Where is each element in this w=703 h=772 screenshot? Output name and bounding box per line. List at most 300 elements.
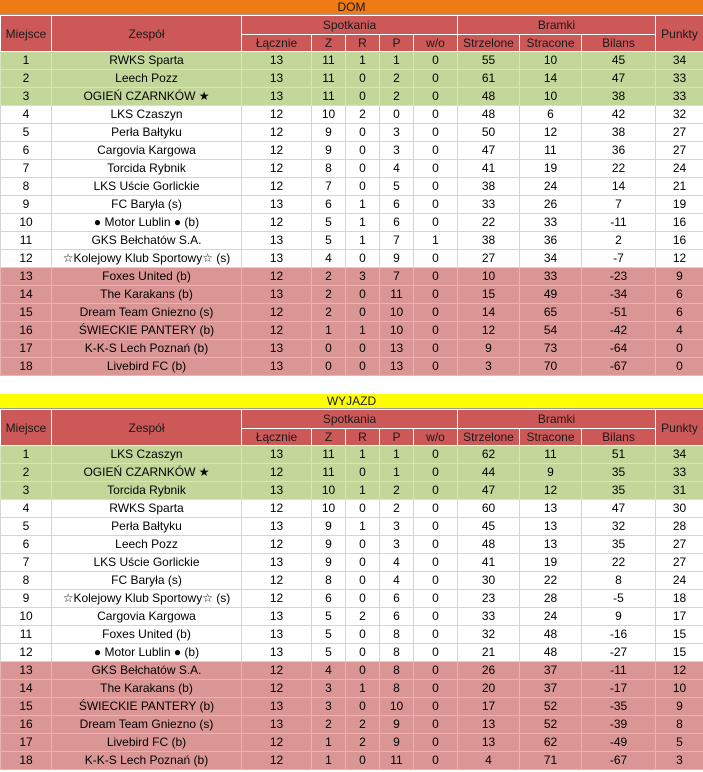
cell-goal-diff: -5	[582, 590, 656, 608]
cell-wins: 3	[312, 698, 346, 716]
table-row[interactable]	[1, 464, 703, 482]
cell-walkovers: 0	[414, 464, 458, 482]
cell-losses: 10	[380, 304, 414, 322]
cell-goals-for: 15	[458, 286, 520, 304]
cell-goal-diff: 35	[582, 536, 656, 554]
cell-goals-against: 24	[520, 178, 582, 196]
cell-points: 15	[656, 644, 703, 662]
table-row[interactable]	[1, 196, 703, 214]
cell-goal-diff: -49	[582, 734, 656, 752]
cell-goals-for: 22	[458, 214, 520, 232]
cell-goals-against: 49	[520, 286, 582, 304]
cell-goals-for: 33	[458, 196, 520, 214]
cell-points: 34	[656, 446, 703, 464]
cell-position: 5	[1, 518, 52, 536]
cell-wins: 9	[312, 536, 346, 554]
cell-wins: 0	[312, 358, 346, 376]
cell-points: 6	[656, 286, 703, 304]
home-standings-section	[0, 0, 703, 376]
col-header-position[interactable]: Miejsce	[1, 410, 52, 446]
cell-goals-against: 11	[520, 446, 582, 464]
cell-losses: 4	[380, 572, 414, 590]
away-standings-body	[1, 446, 703, 770]
table-row[interactable]	[1, 662, 703, 680]
cell-position: 16	[1, 716, 52, 734]
cell-walkovers: 0	[414, 340, 458, 358]
table-row[interactable]	[1, 124, 703, 142]
col-header-team[interactable]: Zespół	[52, 16, 242, 52]
cell-team: Cargovia Kargowa	[52, 142, 242, 160]
cell-walkovers: 0	[414, 124, 458, 142]
cell-walkovers: 0	[414, 734, 458, 752]
cell-draws: 1	[346, 322, 380, 340]
cell-wins: 11	[312, 70, 346, 88]
cell-losses: 13	[380, 340, 414, 358]
cell-goal-diff: 38	[582, 124, 656, 142]
cell-goals-against: 9	[520, 464, 582, 482]
table-row[interactable]	[1, 304, 703, 322]
cell-draws: 0	[346, 536, 380, 554]
cell-goals-for: 47	[458, 142, 520, 160]
cell-played: 12	[242, 680, 312, 698]
cell-goals-for: 62	[458, 446, 520, 464]
col-header-wins[interactable]: Z	[312, 35, 346, 52]
cell-walkovers: 0	[414, 304, 458, 322]
cell-points: 16	[656, 232, 703, 250]
cell-goal-diff: -7	[582, 250, 656, 268]
cell-goals-against: 13	[520, 536, 582, 554]
cell-wins: 10	[312, 106, 346, 124]
cell-losses: 9	[380, 250, 414, 268]
cell-walkovers: 0	[414, 178, 458, 196]
cell-goals-for: 61	[458, 70, 520, 88]
cell-goals-against: 24	[520, 608, 582, 626]
cell-goal-diff: -17	[582, 680, 656, 698]
cell-goals-for: 32	[458, 626, 520, 644]
col-header-goals-for[interactable]: Strzelone	[458, 35, 520, 52]
table-row[interactable]	[1, 482, 703, 500]
table-row[interactable]	[1, 698, 703, 716]
cell-losses: 6	[380, 196, 414, 214]
table-row[interactable]	[1, 518, 703, 536]
col-header-points[interactable]: Punkty	[656, 410, 703, 446]
cell-team: RWKS Sparta	[52, 500, 242, 518]
cell-position: 6	[1, 142, 52, 160]
cell-points: 33	[656, 464, 703, 482]
cell-draws: 2	[346, 106, 380, 124]
cell-goal-diff: -67	[582, 752, 656, 770]
table-row[interactable]	[1, 52, 703, 70]
col-header-team[interactable]: Zespół	[52, 410, 242, 446]
cell-goals-against: 12	[520, 482, 582, 500]
cell-goal-diff: 22	[582, 160, 656, 178]
cell-goal-diff: 8	[582, 572, 656, 590]
table-row[interactable]	[1, 572, 703, 590]
cell-wins: 9	[312, 554, 346, 572]
cell-played: 12	[242, 500, 312, 518]
cell-team: Foxes United (b)	[52, 626, 242, 644]
cell-points: 27	[656, 536, 703, 554]
cell-points: 33	[656, 88, 703, 106]
table-row[interactable]	[1, 232, 703, 250]
cell-goal-diff: -51	[582, 304, 656, 322]
col-header-points[interactable]: Punkty	[656, 16, 703, 52]
cell-points: 21	[656, 178, 703, 196]
cell-points: 19	[656, 196, 703, 214]
table-row[interactable]	[1, 178, 703, 196]
cell-position: 8	[1, 572, 52, 590]
cell-played: 13	[242, 88, 312, 106]
cell-walkovers: 0	[414, 196, 458, 214]
cell-points: 27	[656, 554, 703, 572]
cell-goals-for: 44	[458, 464, 520, 482]
cell-wins: 11	[312, 88, 346, 106]
cell-played: 12	[242, 662, 312, 680]
cell-draws: 0	[346, 250, 380, 268]
cell-points: 27	[656, 142, 703, 160]
col-header-goal-diff[interactable]: Bilans	[582, 35, 656, 52]
cell-played: 12	[242, 752, 312, 770]
cell-played: 12	[242, 536, 312, 554]
table-row[interactable]	[1, 358, 703, 376]
cell-wins: 3	[312, 680, 346, 698]
col-header-played[interactable]: Łącznie	[242, 429, 312, 446]
cell-draws: 2	[346, 608, 380, 626]
cell-walkovers: 0	[414, 214, 458, 232]
cell-goals-against: 70	[520, 358, 582, 376]
cell-position: 4	[1, 500, 52, 518]
cell-goals-against: 10	[520, 52, 582, 70]
table-row[interactable]	[1, 554, 703, 572]
cell-goal-diff: -11	[582, 214, 656, 232]
cell-draws: 2	[346, 734, 380, 752]
cell-goal-diff: 7	[582, 196, 656, 214]
cell-losses: 3	[380, 142, 414, 160]
cell-team: OGIEŃ CZARNKÓW ★	[52, 464, 242, 482]
cell-team: ☆Kolejowy Klub Sportowy☆ (s)	[52, 590, 242, 608]
cell-played: 13	[242, 232, 312, 250]
cell-losses: 1	[380, 446, 414, 464]
cell-played: 13	[242, 482, 312, 500]
cell-draws: 0	[346, 88, 380, 106]
table-row[interactable]	[1, 644, 703, 662]
col-header-walkovers[interactable]: w/o	[414, 429, 458, 446]
cell-points: 33	[656, 70, 703, 88]
cell-goals-against: 48	[520, 644, 582, 662]
cell-draws: 0	[346, 142, 380, 160]
cell-points: 24	[656, 572, 703, 590]
cell-walkovers: 0	[414, 608, 458, 626]
table-row[interactable]	[1, 106, 703, 124]
cell-walkovers: 0	[414, 88, 458, 106]
cell-wins: 2	[312, 268, 346, 286]
cell-played: 12	[242, 572, 312, 590]
cell-draws: 0	[346, 160, 380, 178]
table-row[interactable]	[1, 322, 703, 340]
cell-walkovers: 0	[414, 250, 458, 268]
table-row[interactable]	[1, 268, 703, 286]
cell-points: 0	[656, 340, 703, 358]
table-row[interactable]	[1, 250, 703, 268]
cell-goal-diff: -39	[582, 716, 656, 734]
table-row[interactable]	[1, 626, 703, 644]
cell-position: 10	[1, 214, 52, 232]
cell-wins: 8	[312, 160, 346, 178]
cell-points: 12	[656, 250, 703, 268]
col-header-goals-for[interactable]: Strzelone	[458, 429, 520, 446]
col-header-goals-against[interactable]: Stracone	[520, 429, 582, 446]
cell-goal-diff: 9	[582, 608, 656, 626]
table-row[interactable]	[1, 752, 703, 770]
cell-points: 16	[656, 214, 703, 232]
cell-played: 13	[242, 554, 312, 572]
cell-losses: 3	[380, 124, 414, 142]
cell-goal-diff: 35	[582, 482, 656, 500]
cell-draws: 0	[346, 178, 380, 196]
cell-position: 13	[1, 268, 52, 286]
cell-played: 12	[242, 160, 312, 178]
cell-draws: 1	[346, 232, 380, 250]
cell-played: 13	[242, 716, 312, 734]
cell-goals-against: 10	[520, 88, 582, 106]
cell-goals-for: 45	[458, 518, 520, 536]
cell-points: 30	[656, 500, 703, 518]
cell-goal-diff: -11	[582, 662, 656, 680]
cell-position: 11	[1, 626, 52, 644]
cell-played: 13	[242, 644, 312, 662]
cell-team: The Karakans (b)	[52, 680, 242, 698]
cell-goals-for: 4	[458, 752, 520, 770]
cell-goal-diff: 36	[582, 142, 656, 160]
cell-goals-for: 55	[458, 52, 520, 70]
col-header-goals-against[interactable]: Stracone	[520, 35, 582, 52]
col-group-goals: Bramki	[458, 410, 656, 429]
cell-draws: 0	[346, 358, 380, 376]
cell-wins: 1	[312, 734, 346, 752]
section-title-home: DOM	[0, 0, 703, 15]
col-header-draws[interactable]: R	[346, 35, 380, 52]
cell-walkovers: 0	[414, 70, 458, 88]
cell-points: 24	[656, 160, 703, 178]
cell-team: GKS Bełchatów S.A.	[52, 662, 242, 680]
cell-goal-diff: -23	[582, 268, 656, 286]
table-row[interactable]	[1, 340, 703, 358]
cell-points: 15	[656, 626, 703, 644]
cell-losses: 5	[380, 178, 414, 196]
table-row[interactable]	[1, 500, 703, 518]
table-row[interactable]	[1, 680, 703, 698]
cell-team: ● Motor Lublin ● (b)	[52, 644, 242, 662]
cell-walkovers: 1	[414, 232, 458, 250]
cell-goals-against: 33	[520, 214, 582, 232]
cell-draws: 3	[346, 268, 380, 286]
table-row[interactable]	[1, 446, 703, 464]
cell-goals-for: 41	[458, 554, 520, 572]
cell-goals-for: 10	[458, 268, 520, 286]
cell-goals-for: 20	[458, 680, 520, 698]
cell-draws: 0	[346, 644, 380, 662]
cell-wins: 0	[312, 340, 346, 358]
home-standings-body	[1, 52, 703, 376]
cell-losses: 1	[380, 52, 414, 70]
cell-draws: 1	[346, 446, 380, 464]
cell-points: 4	[656, 322, 703, 340]
cell-draws: 1	[346, 518, 380, 536]
table-row[interactable]	[1, 716, 703, 734]
cell-goals-against: 26	[520, 196, 582, 214]
cell-goal-diff: -42	[582, 322, 656, 340]
table-row[interactable]	[1, 608, 703, 626]
cell-wins: 7	[312, 178, 346, 196]
cell-walkovers: 0	[414, 626, 458, 644]
col-header-played[interactable]: Łącznie	[242, 35, 312, 52]
cell-points: 3	[656, 752, 703, 770]
cell-played: 12	[242, 214, 312, 232]
table-row[interactable]	[1, 70, 703, 88]
cell-played: 13	[242, 626, 312, 644]
cell-points: 27	[656, 124, 703, 142]
cell-goals-for: 13	[458, 734, 520, 752]
cell-goals-for: 47	[458, 482, 520, 500]
cell-wins: 2	[312, 286, 346, 304]
cell-goals-for: 48	[458, 536, 520, 554]
cell-goals-for: 21	[458, 644, 520, 662]
cell-points: 0	[656, 358, 703, 376]
cell-losses: 1	[380, 464, 414, 482]
cell-position: 18	[1, 752, 52, 770]
cell-wins: 9	[312, 518, 346, 536]
cell-played: 13	[242, 250, 312, 268]
cell-goals-against: 14	[520, 70, 582, 88]
table-row[interactable]	[1, 160, 703, 178]
table-row[interactable]	[1, 590, 703, 608]
cell-wins: 11	[312, 52, 346, 70]
cell-goal-diff: -35	[582, 698, 656, 716]
col-header-position[interactable]: Miejsce	[1, 16, 52, 52]
col-header-losses[interactable]: P	[380, 429, 414, 446]
table-row[interactable]	[1, 286, 703, 304]
cell-team: OGIEŃ CZARNKÓW ★	[52, 88, 242, 106]
cell-draws: 0	[346, 752, 380, 770]
cell-wins: 2	[312, 716, 346, 734]
cell-draws: 0	[346, 590, 380, 608]
table-row[interactable]	[1, 214, 703, 232]
cell-wins: 5	[312, 214, 346, 232]
cell-losses: 4	[380, 554, 414, 572]
col-header-draws[interactable]: R	[346, 429, 380, 446]
cell-walkovers: 0	[414, 572, 458, 590]
cell-draws: 0	[346, 304, 380, 322]
cell-team: Livebird FC (b)	[52, 734, 242, 752]
cell-draws: 0	[346, 572, 380, 590]
cell-position: 7	[1, 554, 52, 572]
cell-goal-diff: 35	[582, 464, 656, 482]
table-row[interactable]	[1, 142, 703, 160]
cell-points: 6	[656, 304, 703, 322]
cell-losses: 13	[380, 358, 414, 376]
cell-draws: 2	[346, 716, 380, 734]
cell-played: 12	[242, 464, 312, 482]
cell-played: 12	[242, 304, 312, 322]
table-row[interactable]	[1, 88, 703, 106]
cell-team: Perła Bałtyku	[52, 518, 242, 536]
cell-team: Leech Pozz	[52, 536, 242, 554]
cell-walkovers: 0	[414, 500, 458, 518]
cell-points: 17	[656, 608, 703, 626]
cell-goal-diff: -27	[582, 644, 656, 662]
cell-wins: 11	[312, 446, 346, 464]
cell-played: 13	[242, 446, 312, 464]
cell-wins: 4	[312, 250, 346, 268]
cell-wins: 6	[312, 590, 346, 608]
cell-played: 13	[242, 518, 312, 536]
cell-losses: 3	[380, 518, 414, 536]
cell-walkovers: 0	[414, 286, 458, 304]
cell-walkovers: 0	[414, 52, 458, 70]
cell-points: 5	[656, 734, 703, 752]
cell-position: 10	[1, 608, 52, 626]
cell-wins: 6	[312, 196, 346, 214]
cell-wins: 5	[312, 608, 346, 626]
cell-goals-for: 13	[458, 716, 520, 734]
cell-walkovers: 0	[414, 268, 458, 286]
cell-wins: 10	[312, 482, 346, 500]
col-header-walkovers[interactable]: w/o	[414, 35, 458, 52]
cell-losses: 6	[380, 608, 414, 626]
cell-draws: 1	[346, 52, 380, 70]
cell-position: 7	[1, 160, 52, 178]
cell-played: 12	[242, 322, 312, 340]
cell-goal-diff: 38	[582, 88, 656, 106]
cell-goals-against: 13	[520, 500, 582, 518]
away-standings-table	[0, 409, 703, 770]
cell-goals-against: 52	[520, 698, 582, 716]
table-row[interactable]	[1, 536, 703, 554]
cell-walkovers: 0	[414, 160, 458, 178]
cell-draws: 0	[346, 124, 380, 142]
cell-goals-for: 38	[458, 232, 520, 250]
cell-draws: 0	[346, 554, 380, 572]
cell-team: K-K-S Lech Poznań (b)	[52, 752, 242, 770]
cell-position: 4	[1, 106, 52, 124]
cell-wins: 4	[312, 662, 346, 680]
col-group-goals: Bramki	[458, 16, 656, 35]
cell-goal-diff: 47	[582, 500, 656, 518]
cell-goals-for: 30	[458, 572, 520, 590]
col-group-matches: Spotkania	[242, 16, 458, 35]
cell-position: 18	[1, 358, 52, 376]
cell-draws: 1	[346, 196, 380, 214]
cell-points: 32	[656, 106, 703, 124]
cell-goals-against: 11	[520, 142, 582, 160]
cell-walkovers: 0	[414, 518, 458, 536]
table-row[interactable]	[1, 734, 703, 752]
cell-draws: 0	[346, 286, 380, 304]
cell-goals-for: 9	[458, 340, 520, 358]
col-header-goal-diff[interactable]: Bilans	[582, 429, 656, 446]
cell-goals-against: 73	[520, 340, 582, 358]
cell-goal-diff: -34	[582, 286, 656, 304]
cell-played: 12	[242, 124, 312, 142]
cell-goal-diff: -16	[582, 626, 656, 644]
cell-goals-for: 60	[458, 500, 520, 518]
cell-team: FC Baryła (s)	[52, 196, 242, 214]
col-header-losses[interactable]: P	[380, 35, 414, 52]
cell-walkovers: 0	[414, 322, 458, 340]
cell-losses: 2	[380, 482, 414, 500]
col-header-wins[interactable]: Z	[312, 429, 346, 446]
cell-goals-for: 48	[458, 88, 520, 106]
